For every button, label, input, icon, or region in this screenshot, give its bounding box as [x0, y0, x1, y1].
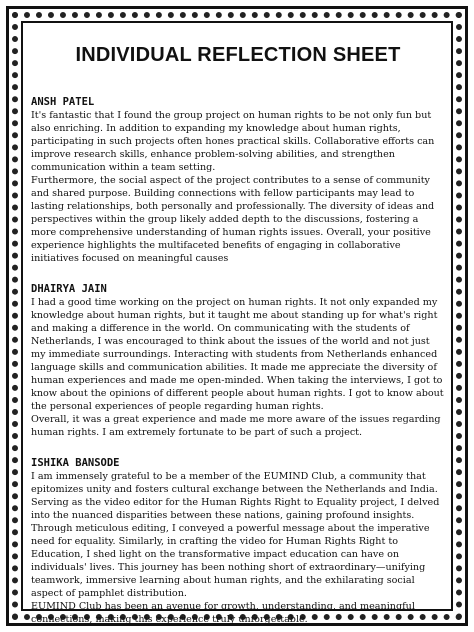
document-body [31, 42, 445, 632]
author-name: ANSH PATEL [31, 96, 95, 108]
reflection-paragraph: I am immensely grateful to be a member of the EUMIND Club, a community that epitomizes unity and fosters cultural exchange between the Netherlands and India. Serving as the video editor for the Human Rights Right to Equality project, I delved into the nuanced disparities between these nations, gaining profound insights. Through meticulous editing, I conveyed a powerful message about the imperative need for equality. Similarly, in crafting the video for Human Rights Right to Education, I shed light on the transformative impact education can have on individuals' lives. This journey has been nothing short of extraordinary—unifying teamwork, immersive learning about human rights, and the exhilarating social aspect of pamphlet distribution. [31, 471, 440, 599]
reflection-paragraph: I had a good time working on the project on human rights. It not only expanded my knowledge about human rights, but it taught me about standing up for what's right and making a difference in the world. On communicating with the students of Netherlands, I was encouraged to think about the issues of the world and not just my immediate surroundings. Interacting with students from Netherlands enhanced language skills and communication abilities. It made me appreciate the diversity of human experiences and made me open-minded. When taking the interviews, I got to know about the opinions of different people about human rights. I got to know about the personal experiences of people regarding human rights. [31, 297, 444, 412]
reflection-paragraph: It's fantastic that I found the group project on human rights to be not only fun but also enriching. In addition to expanding my knowledge about human rights, participating in such projects often hones practical skills. Collaborative efforts can improve research skills, enhance problem-solving abilities, and strengthen communication within a team setting. [31, 110, 435, 173]
reflection-paragraph: Furthermore, the social aspect of the project contributes to a sense of community and shared purpose. Building connections with fellow participants may lead to lasting relationships, both personally and professionally. The diversity of ideas and perspectives within the group likely added depth to the discussions, fostering a more comprehensive understanding of human rights issues. Overall, your positive experience highlights the multifaceted benefits of engaging in collaborative initiatives focused on meaningful causes [31, 175, 435, 264]
page-title: INDIVIDUAL REFLECTION SHEET [75, 44, 401, 66]
reflection-paragraph: Overall, it was a great experience and made me more aware of the issues regarding human rights. I am extremely fortunate to be part of such a project. [31, 414, 441, 438]
reflection-section-dhairya [31, 283, 445, 439]
author-name: DHAIRYA JAIN [31, 283, 107, 295]
reflection-section-ansh [31, 96, 445, 265]
reflection-section-ishika [31, 457, 445, 626]
reflection-paragraph: EUMIND Club has been an avenue for growth, understanding, and meaningful connections, making this experience truly unforgettable. [31, 601, 415, 625]
author-name: ISHIKA BANSODE [31, 457, 120, 469]
